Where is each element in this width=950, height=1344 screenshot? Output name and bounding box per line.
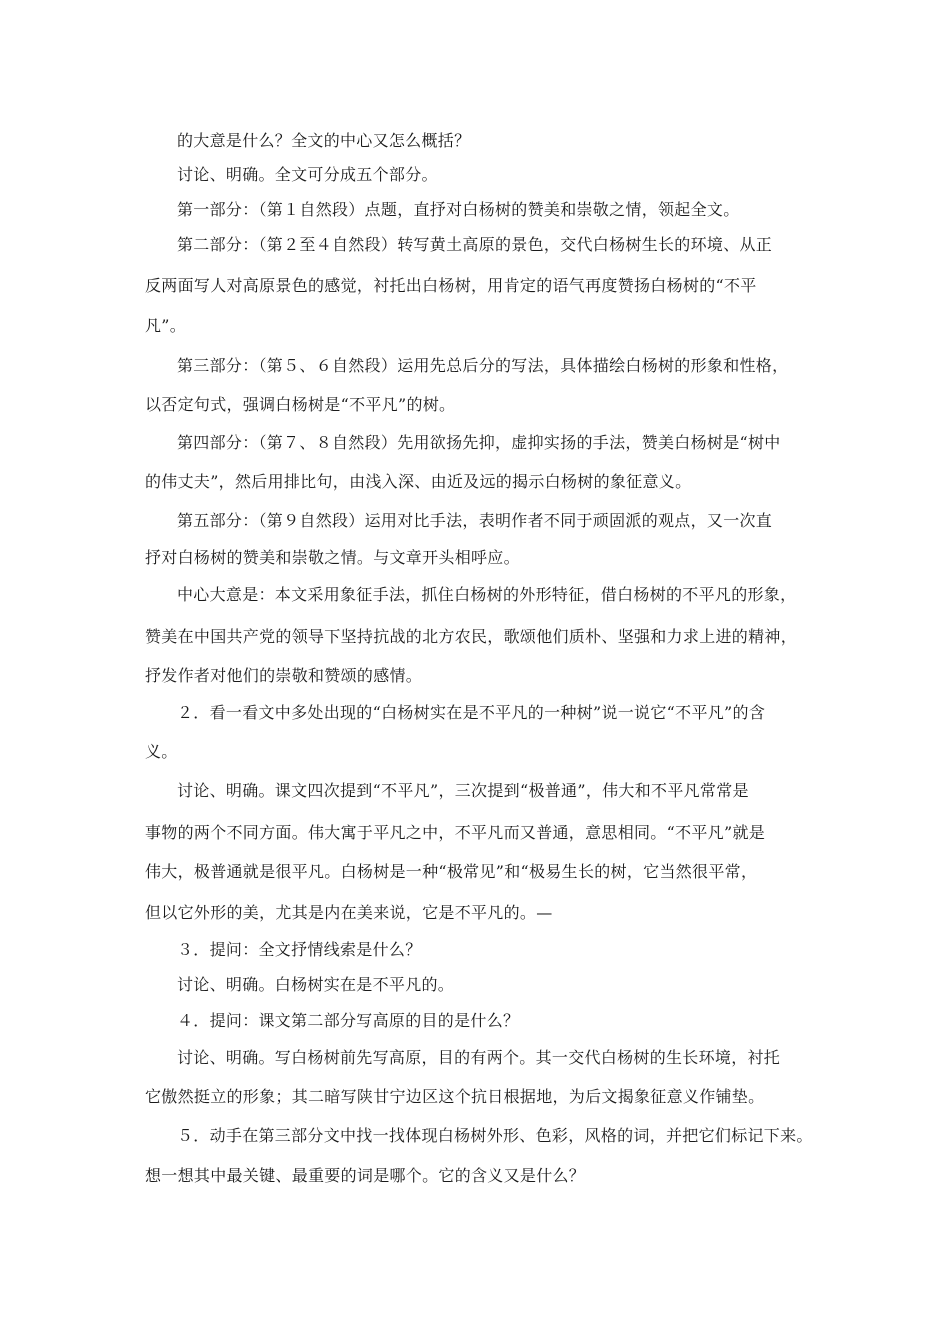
text-line: ４．提问：课文第二部分写高原的目的是什么？: [177, 1011, 520, 1030]
text-line: 以否定句式，强调白杨树是“不平凡”的树。: [145, 395, 456, 414]
text-line: 反两面写人对高原景色的感觉，衬托出白杨树，用肯定的语气再度赞扬白杨树的“不平: [145, 276, 757, 295]
text-line: 的大意是什么？全文的中心又怎么概括？: [177, 131, 471, 150]
text-line: 第五部分：（第９自然段）运用对比手法，表明作者不同于顽固派的观点，又一次直: [177, 511, 773, 530]
text-line: 抒发作者对他们的崇敬和赞颂的感情。: [145, 666, 423, 685]
text-line: 第四部分：（第７、８自然段）先用欲扬先抑，虚抑实扬的手法，赞美白杨树是“树中: [177, 433, 781, 452]
text-line: 的伟丈夫”，然后用排比句，由浅入深、由近及远的揭示白杨树的象征意义。: [145, 472, 692, 491]
text-line: 但以它外形的美，尤其是内在美来说，它是不平凡的。—: [145, 903, 553, 922]
text-line: 中心大意是：本文采用象征手法，抓住白杨树的外形特征，借白杨树的不平凡的形象，: [177, 585, 797, 604]
text-line: 讨论、明确。全文可分成五个部分。: [177, 165, 438, 184]
text-line: 它傲然挺立的形象；其二暗写陕甘宁边区这个抗日根据地，为后文揭象征意义作铺垫。: [145, 1087, 765, 1106]
text-line: 讨论、明确。白杨树实在是不平凡的。: [177, 975, 455, 994]
text-line: ２．看一看文中多处出现的“白杨树实在是不平凡的一种树”说一说它“不平凡”的含: [177, 703, 766, 722]
text-line: ３．提问：全文抒情线索是什么？: [177, 940, 422, 959]
text-line: 第二部分：（第２至４自然段）转写黄土高原的景色，交代白杨树生长的环境、从正: [177, 235, 773, 254]
text-line: ５．动手在第三部分文中找一找体现白杨树外形、色彩，风格的词，并把它们标记下来。: [177, 1126, 813, 1145]
text-line: 伟大，极普通就是很平凡。白杨树是一种“极常见”和“极易生长的树，它当然很平常，: [145, 862, 758, 881]
text-line: 第三部分：（第５、６自然段）运用先总后分的写法，具体描绘白杨树的形象和性格，: [177, 356, 789, 375]
text-line: 讨论、明确。课文四次提到“不平凡”，三次提到“极普通”，伟大和不平凡常常是: [177, 781, 749, 800]
text-line: 事物的两个不同方面。伟大寓于平凡之中，不平凡而又普通，意思相同。“不平凡”就是: [145, 823, 766, 842]
text-line: 抒对白杨树的赞美和崇敬之情。与文章开头相呼应。: [145, 548, 520, 567]
text-line: 凡”。: [145, 316, 187, 335]
text-line: 赞美在中国共产党的领导下坚持抗战的北方农民，歌颂他们质朴、坚强和力求上进的精神，: [145, 627, 798, 646]
text-line: 第一部分：（第１自然段）点题，直抒对白杨树的赞美和崇敬之情，领起全文。: [177, 200, 740, 219]
text-line: 想一想其中最关键、最重要的词是哪个。它的含义又是什么？: [145, 1166, 586, 1185]
text-line: 讨论、明确。写白杨树前先写高原，目的有两个。其一交代白杨树的生长环境，衬托: [177, 1048, 781, 1067]
text-line: 义。: [145, 742, 178, 761]
